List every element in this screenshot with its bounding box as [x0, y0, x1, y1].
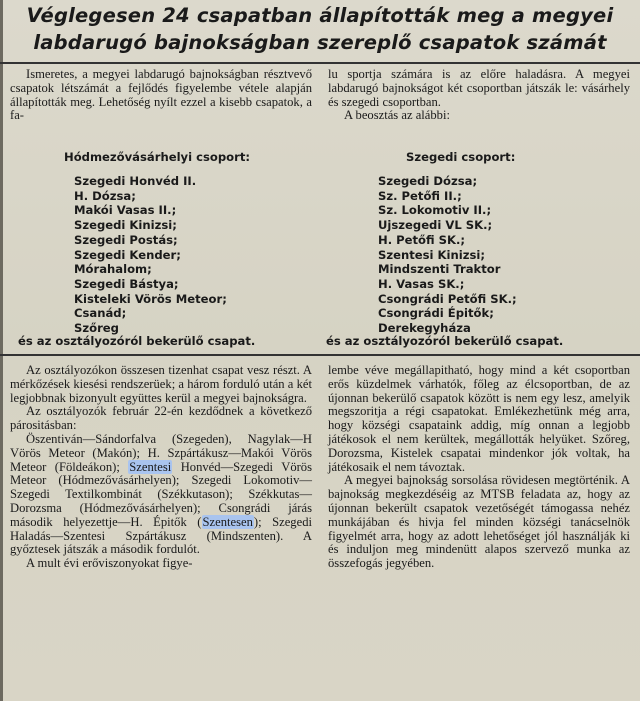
headline [0, 0, 640, 60]
team-item: Szentesi Kinizsi; [378, 247, 485, 262]
team-item: Ujszegedi VL SK.; [378, 218, 493, 233]
groups-section [0, 150, 640, 350]
pairings-text-c: ); Szegedi Haladás—Szentesi Szpártákusz (Mindszenten). A győztesek játszák a második fordulót. [10, 514, 312, 557]
team-item: H. Petőfi SK.; [378, 232, 466, 247]
intro-right-column [328, 68, 630, 123]
team-item: Makói Vasas II.; [74, 203, 177, 218]
body-right-column [328, 364, 630, 571]
group-szeged-title: Szegedi csoport: [406, 150, 516, 164]
intro-left-column [10, 68, 312, 123]
intro-left-paragraph: Ismeretes, a megyei labdarugó bajnokságban résztvevő csapatok létszámát a fejlődés figyelembe vétele alapján állapították meg. Lehetőség nyílt ezzel a kisebb csapatok, a fa- [10, 67, 312, 123]
team-item: Szegedi Dózsa; [378, 174, 478, 188]
team-item: Csongrádi Épitők; [378, 306, 494, 321]
groups-footer [0, 334, 640, 350]
team-item: Szegedi Postás; [74, 232, 178, 247]
body-left-column [10, 364, 312, 571]
highlight-szentesi: Szentesi [129, 459, 172, 474]
body-left-p1: Az osztályozókon összesen tizenhat csapat vesz részt. A mérkőzések kiesési rendszerüek; a három forduló után a két legjobbnak bizonyult együttes kerül a megyei bajnokságra. [10, 363, 312, 405]
body-right-p1: lembe véve megállapitható, hogy mind a két csoportban erős küzdelmek várhatók, főleg az élcsoportban, de az újonnan bekerülő csapatok között is nem egy lesz, amelyik megszoritja a régi csapatokat. Emlékezhetünk még arra, hogy községi csapataink addig, míg onnan a legjobb játékosok el nem kerültek, megállották helyüket. Szőreg, Dorozsma, Kistelek csapatai mindenkor jók voltak, ha játékosaik el nem távoztak. [328, 363, 630, 474]
pairings-text-b: Honvéd—Szegedi Vörös Meteor (Hódmezővásárhelyen); Szegedi Lokomotiv—Szegedi Textilkombinát (Székkutason); Székkutas—Dorozsma (Hódmezővásárhelyen); Csongrádi járás második helyezettje—H. Épitők ( [10, 459, 313, 529]
body-left-p2: Az osztályozók február 22-én kezdődnek a következő párositásban: [10, 404, 312, 433]
team-item: Szegedi Honvéd II. [74, 174, 197, 188]
team-item: H. Vasas SK.; [378, 276, 465, 291]
team-item: Derekegyháza [378, 321, 471, 336]
group-hmv-title: Hódmezővásárhelyi csoport: [64, 150, 251, 164]
group-szeged-list [378, 174, 517, 336]
intro-right-paragraph: lu sportja számára is az előre haladásra. A megyei labdarugó bajnokságot két csoportban játszák le: vásárhely és szegedi csoportban. [328, 67, 630, 109]
team-item: Szőreg [74, 321, 119, 336]
team-item: Szegedi Bástya; [74, 276, 179, 291]
team-item: Mórahalom; [74, 262, 152, 277]
pairings-text-a: Öszentiván—Sándorfalva (Szegeden), Nagylak—H Vörös Meteor (Makón); H. Szpártákusz—Makói Vörös Meteor (Földeákon); [10, 431, 312, 474]
team-item: Szegedi Kinizsi; [74, 218, 177, 233]
section-rule [0, 354, 640, 356]
intro-right-paragraph-2: A beosztás az alábbi: [344, 108, 450, 123]
highlight-szentesen: Szentesen [202, 514, 253, 529]
team-item: Sz. Lokomotiv II.; [378, 203, 492, 218]
team-item: H. Dózsa; [74, 188, 136, 203]
headline-rule [0, 62, 640, 64]
footer-left: és az osztályozóról bekerülő csapat. [18, 334, 256, 348]
team-item: Mindszenti Traktor [378, 262, 501, 277]
body-right-p2: A megyei bajnokság sorsolása rövidesen megtörténik. A bajnokság megkezdéséig az MTSB feladata az, hogy az újonnan bekerült csapatok vezetőségét támogassa nehéz munkájában és hivja fel minden községi tanácselnök figyelmét arra, hogy az adott lehetőséget jól használják ki és induljon meg mindenütt alapos szervező munka az összefogás jegyében. [328, 473, 630, 571]
footer-right: és az osztályozóról bekerülő csapat. [326, 334, 564, 348]
team-item: Csanád; [74, 306, 127, 321]
team-item: Szegedi Kender; [74, 247, 181, 262]
team-item: Csongrádi Petőfi SK.; [378, 291, 517, 306]
body-left-p4: A mult évi erőviszonyokat figye- [26, 556, 193, 571]
headline-line-2: labdarugó bajnokságban szereplő csapatok számát [33, 31, 607, 54]
body-left-p3 [10, 433, 312, 557]
group-hmv-list [74, 174, 227, 336]
headline-line-1: Véglegesen 24 csapatban állapították meg a megyei [26, 4, 614, 27]
team-item: Kisteleki Vörös Meteor; [74, 291, 227, 306]
page-edge [0, 0, 3, 701]
team-item: Sz. Petőfi II.; [378, 188, 462, 203]
